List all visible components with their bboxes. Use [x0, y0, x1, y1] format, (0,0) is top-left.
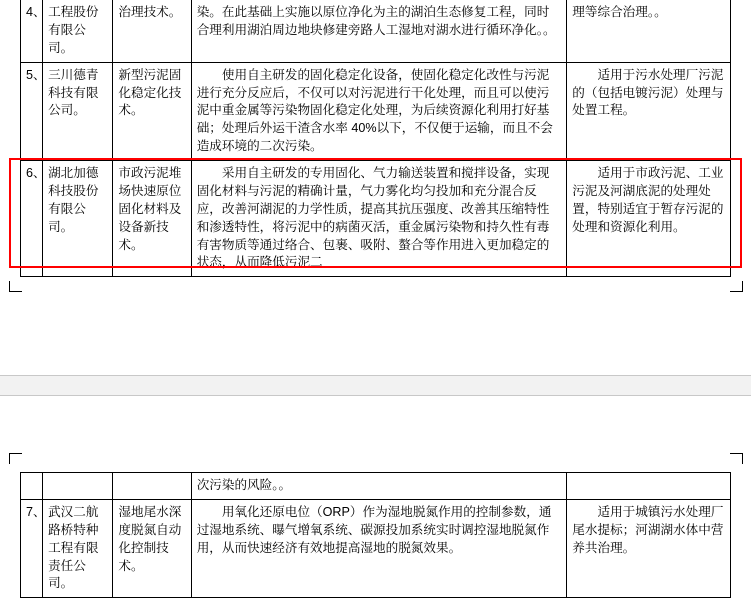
- table-row: [21, 499, 731, 597]
- row-index: 4、: [21, 0, 43, 62]
- page-bottom-margin: [0, 281, 751, 376]
- row-tech: 治理技术。: [113, 0, 191, 62]
- row-apply: 理等综合治理。。: [567, 0, 731, 62]
- row-desc: 次污染的风险。。: [191, 473, 567, 500]
- row-unit: 工程股份有限公司。: [43, 0, 113, 62]
- row-desc: 染。在此基础上实施以原位净化为主的湖泊生态修复工程，同时合理利用湖泊周边地块修建旁路人工湿地对湖水进行循环净化。。: [191, 0, 567, 62]
- table-row: [21, 161, 731, 277]
- row-tech: 新型污泥固化稳定化技术。: [113, 62, 191, 160]
- row-desc: 使用自主研发的固化稳定化设备，使固化稳定化改性与污泥进行充分反应后，不仅可以对污泥进行干化处理，而且可以使污泥中重金属等污染物固化稳定化处理，为后续资源化利用打好基础；处理后外运干渣含水率 40%以下，不仅便于运输，而且不会造成环境的二次污染。: [191, 62, 567, 160]
- sludge-technology-table-bottom: [20, 472, 731, 598]
- row-desc: 用氧化还原电位（ORP）作为湿地脱氮作用的控制参数，通过湿地系统、曝气增氧系统、碳源投加系统实时调控湿地脱氮作用，从而快速经济有效地提高湿地的脱氮效果。: [191, 499, 567, 597]
- page-separator: [0, 281, 751, 396]
- row-index: 7、: [21, 499, 43, 597]
- page-corner-mark-bottom-right: [730, 281, 743, 292]
- row-unit: [43, 473, 113, 500]
- page-corner-mark-top-left: [9, 453, 22, 464]
- row-apply: 适用于城镇污水处理厂尾水提标；河湖湖水体中营养共治理。: [567, 499, 731, 597]
- row-unit: 武汉二航路桥特种工程有限责任公司。: [43, 499, 113, 597]
- row-unit: 湖北加德科技股份有限公司。: [43, 161, 113, 277]
- row-tech: 市政污泥堆场快速原位固化材料及设备新技术。: [113, 161, 191, 277]
- row-tech: 湿地尾水深度脱氮自动化控制技术。: [113, 499, 191, 597]
- page-gap-fill: [0, 376, 751, 396]
- row-index: [21, 473, 43, 500]
- page-corner-mark-top-right: [730, 453, 743, 464]
- table-block-top: [20, 0, 731, 277]
- table-row: [21, 0, 731, 62]
- row-apply: 适用于市政污泥、工业污泥及河湖底泥的处理处置，特别适宜于暂存污泥的处理和资源化利用。: [567, 161, 731, 277]
- table-block-bottom: [20, 472, 731, 598]
- row-apply: [567, 473, 731, 500]
- row-index: 6、: [21, 161, 43, 277]
- row-index: 5、: [21, 62, 43, 160]
- table-row: [21, 62, 731, 160]
- row-unit: 三川德青科技有限公司。: [43, 62, 113, 160]
- sludge-technology-table-top: [20, 0, 731, 277]
- table-row: [21, 473, 731, 500]
- row-apply: 适用于污水处理厂污泥的（包括电镀污泥）处理与处置工程。: [567, 62, 731, 160]
- page-corner-mark-bottom-left: [9, 281, 22, 292]
- row-desc: 采用自主研发的专用固化、气力输送装置和搅拌设备，实现固化材料与污泥的精确计量，气力雾化均匀投加和充分混合反应，改善河湖泥的力学性质，提高其抗压强度、改善其压缩特性和渗透特性，将污泥中的病菌灭活，重金属污染物和持久性有毒有害物质等通过络合、包裹、吸附、螯合等作用进入更加稳定的状态，从而降低污泥二: [191, 161, 567, 277]
- row-tech: [113, 473, 191, 500]
- page-edge-line-bottom: [0, 395, 751, 396]
